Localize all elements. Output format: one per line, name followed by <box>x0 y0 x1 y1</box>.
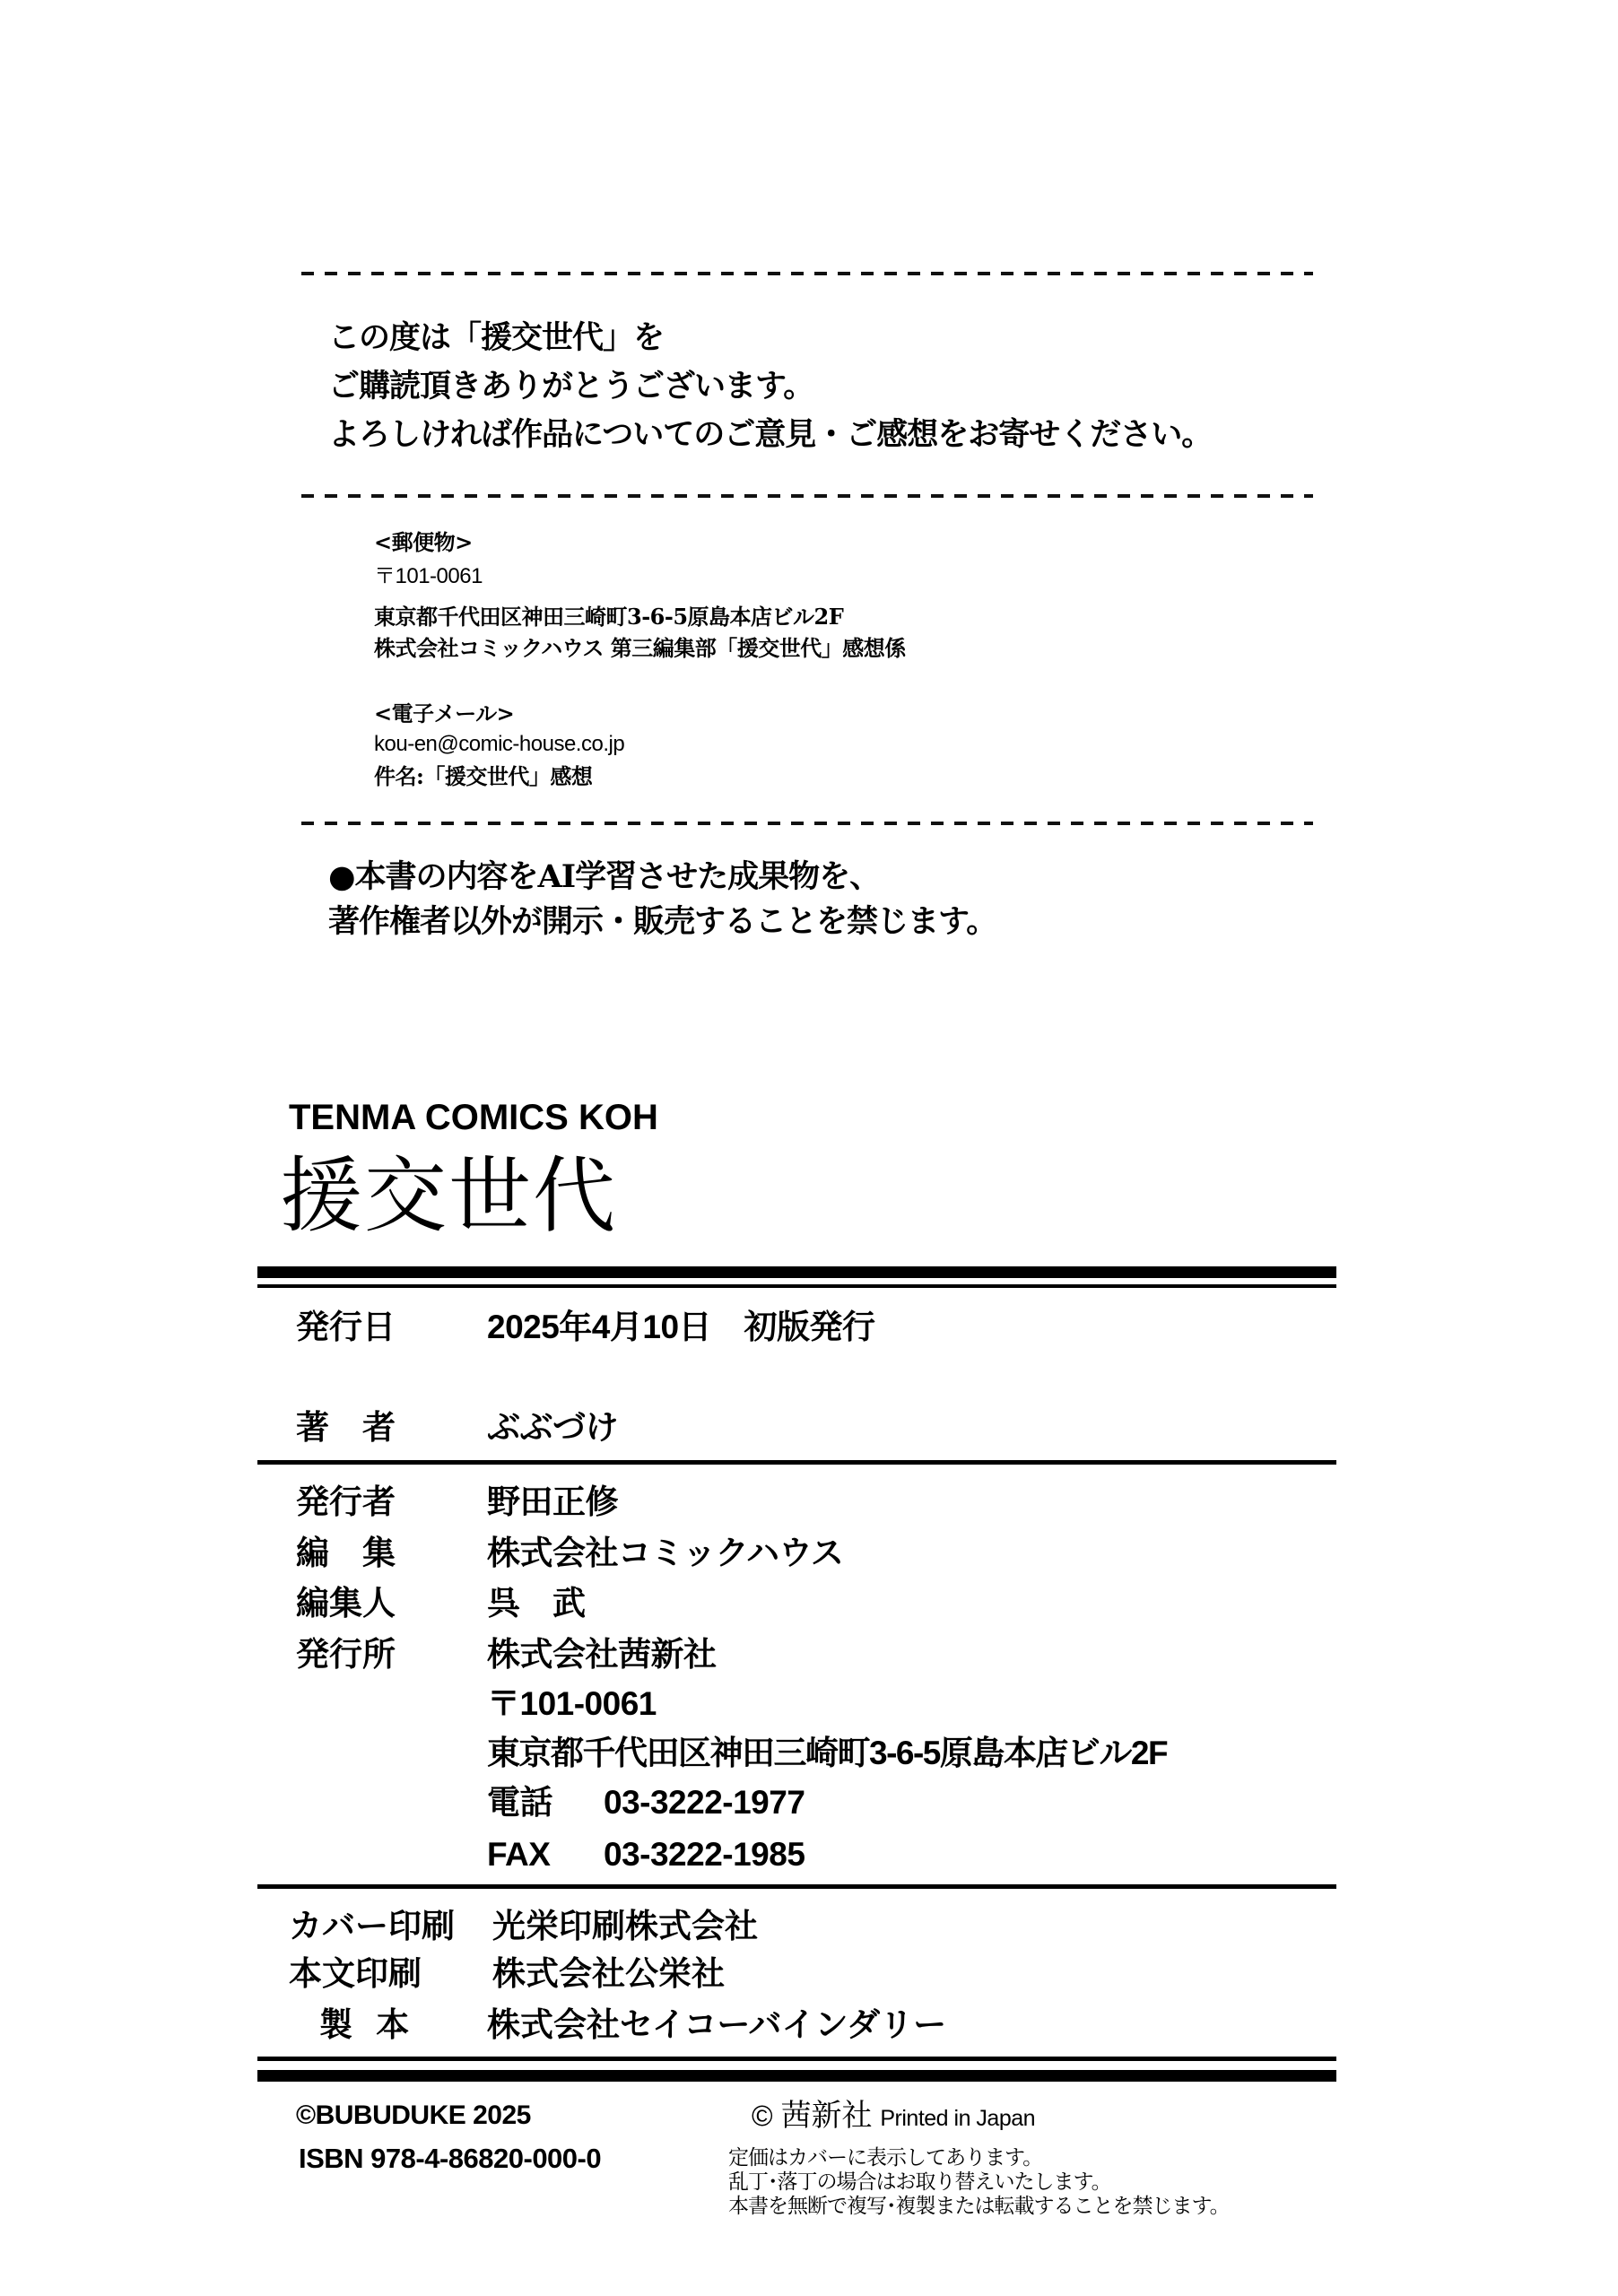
editor-label: 編集人 <box>296 1585 396 1622</box>
email-subject: 件名:「援交世代」感想 <box>374 763 593 789</box>
thanks-line: ご購読頂きありがとうございます。 <box>328 368 814 404</box>
publisher-fax: 03-3222-1985 <box>604 1836 805 1873</box>
release-value: 2025年4月10日 初版発行 <box>487 1309 875 1345</box>
publisher-label: 発行所 <box>296 1636 396 1673</box>
binding-value: 株式会社セイコーバインダリー <box>487 2006 947 2043</box>
postal-address: 東京都千代田区神田三崎町3-6-5原島本店ビル2F <box>374 604 844 630</box>
publisher-phone: 03-3222-1977 <box>604 1784 805 1821</box>
publisher-copyright-name: 茜新社 <box>780 2099 873 2133</box>
body-printing-value: 株式会社公栄社 <box>492 1955 725 1992</box>
publisher-person-value: 野田正修 <box>487 1483 618 1520</box>
publisher-person-label: 発行者 <box>296 1483 396 1520</box>
legal-note: 本書を無断で複写･複製または転載することを禁じます。 <box>728 2194 1230 2217</box>
postal-heading: <郵便物> <box>374 529 473 555</box>
thick-rule <box>257 1266 1336 1278</box>
thanks-line: この度は「援交世代」を <box>328 319 665 356</box>
cover-printing-value: 光栄印刷株式会社 <box>492 1908 758 1944</box>
publisher-fax-label: FAX <box>487 1836 551 1873</box>
editing-label: 編 集 <box>296 1535 396 1571</box>
dashed-divider <box>301 494 1313 498</box>
publisher-phone-label: 電話 <box>487 1784 552 1821</box>
editing-value: 株式会社コミックハウス <box>487 1535 844 1571</box>
binding-label: 製 本 <box>319 2006 417 2043</box>
postal-code: 〒101-0061 <box>374 564 483 588</box>
section-rule <box>257 1884 1336 1889</box>
postal-recipient: 株式会社コミックハウス 第三編集部「援交世代」感想係 <box>374 635 906 661</box>
series-name: TENMA COMICS KOH <box>289 1098 658 1137</box>
legal-note: 乱丁･落丁の場合はお取り替えいたします。 <box>728 2170 1111 2193</box>
publisher-copyright <box>752 2100 1035 2134</box>
cover-printing-label: カバー印刷 <box>289 1908 455 1944</box>
ai-notice-line: ●本書の内容をAI学習させた成果物を、 <box>328 858 881 895</box>
printed-in-japan: Printed in Japan <box>880 2106 1036 2131</box>
book-title: 援交世代 <box>280 1148 618 1244</box>
publisher-postal-code: 〒101-0061 <box>487 1685 657 1722</box>
release-label: 発行日 <box>296 1309 396 1345</box>
thick-rule <box>257 2070 1336 2082</box>
dashed-divider <box>301 822 1313 825</box>
isbn: ISBN 978-4-86820-000-0 <box>299 2143 602 2174</box>
publisher-address: 東京都千代田区神田三崎町3-6-5原島本店ビル2F <box>487 1735 1168 1771</box>
legal-note: 定価はカバーに表示してあります。 <box>728 2145 1043 2169</box>
author-copyright: ©BUBUDUKE 2025 <box>296 2100 531 2130</box>
editor-value: 呉 武 <box>487 1585 586 1622</box>
thin-rule <box>257 1284 1336 1288</box>
copyright-icon: © <box>752 2100 773 2132</box>
dashed-divider <box>301 272 1313 275</box>
author-label: 著 者 <box>296 1409 396 1446</box>
email-heading: <電子メール> <box>374 700 515 726</box>
thin-rule <box>257 2057 1336 2061</box>
email-address[interactable]: kou-en@comic-house.co.jp <box>374 732 625 756</box>
publisher-value: 株式会社茜新社 <box>487 1636 717 1673</box>
ai-notice-line: 著作権者以外が開示・販売することを禁じます。 <box>328 903 997 940</box>
section-rule <box>257 1460 1336 1465</box>
body-printing-label: 本文印刷 <box>289 1955 422 1992</box>
author-value: ぶぶづけ <box>487 1409 618 1446</box>
thanks-line: よろしければ作品についてのご意見・ご感想をお寄せください。 <box>328 416 1213 453</box>
